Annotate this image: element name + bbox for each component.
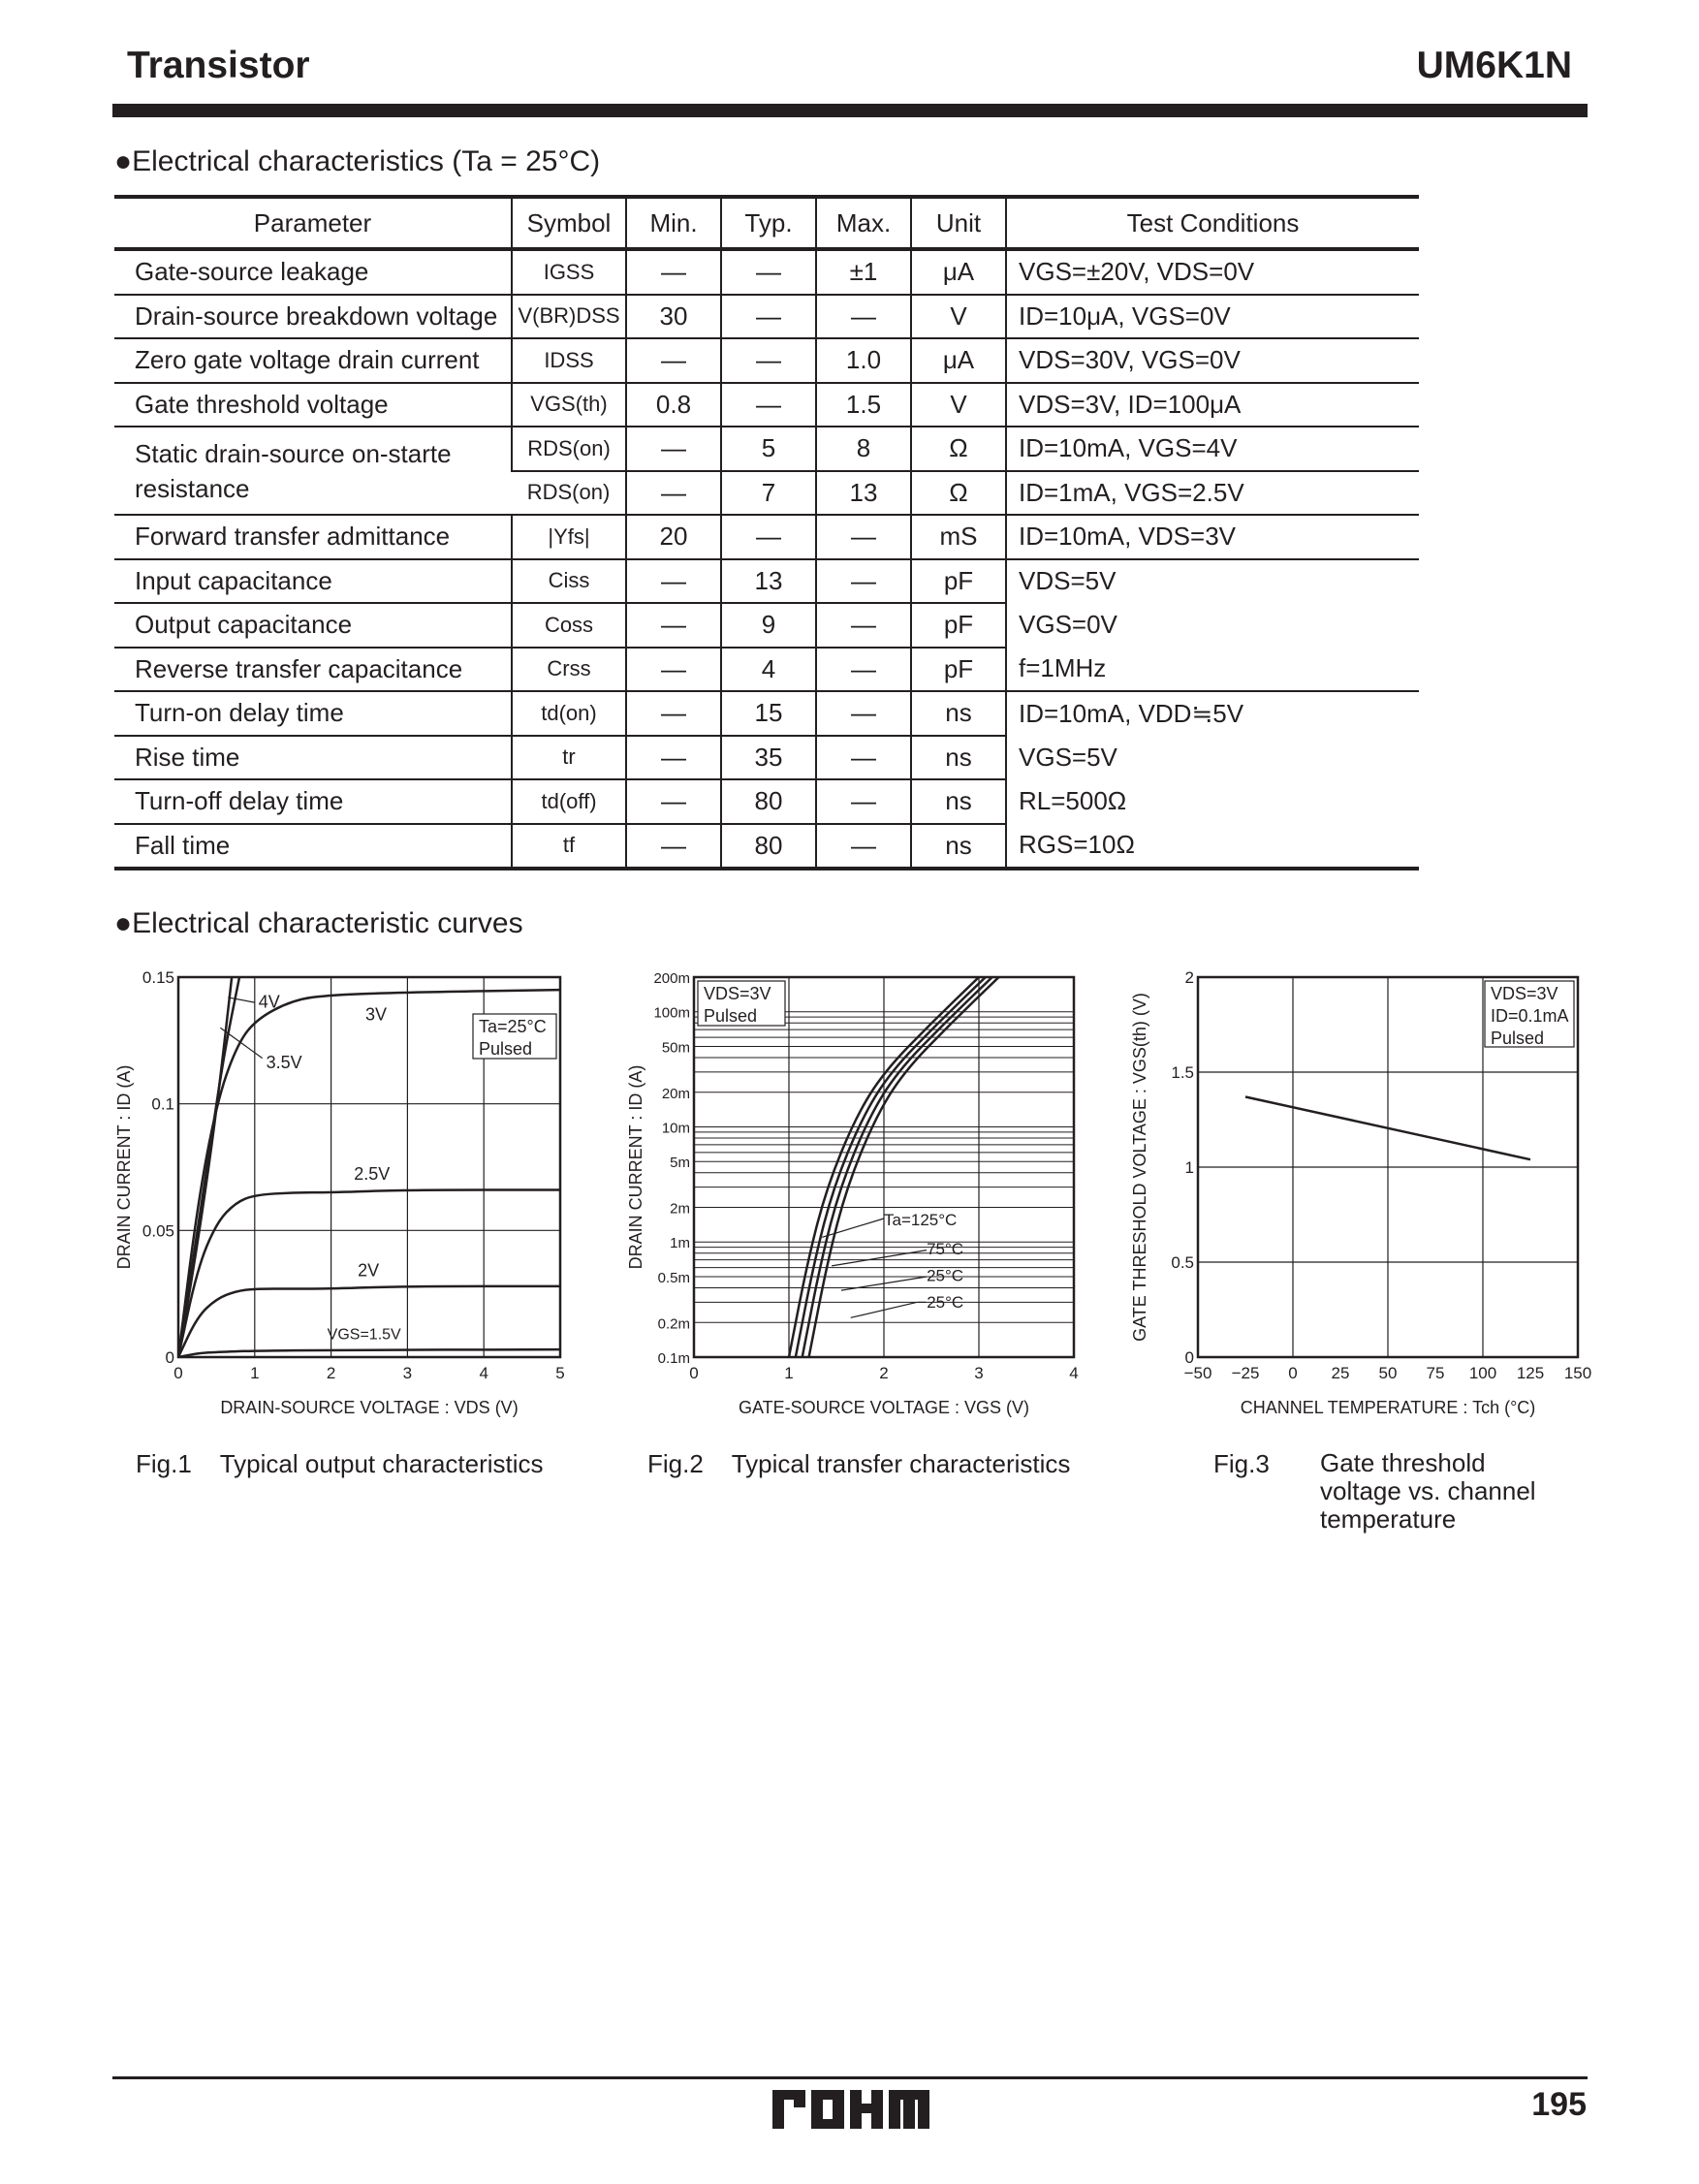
cell-typ: — [721,249,816,295]
page-number: 195 [1531,2086,1587,2123]
x-tick-label: 150 [1563,1364,1592,1382]
x-axis-label: GATE-SOURCE VOLTAGE : VGS (V) [738,1398,1030,1417]
cell-symbol: tf [512,824,626,870]
cell-min: 20 [626,515,721,559]
cell-unit: V [911,295,1006,339]
cell-symbol: VGS(th) [512,383,626,427]
y-tick-label: 0.05 [142,1221,174,1241]
table-header-row [114,197,1419,249]
legend-entry: VDS=3V [1491,984,1558,1003]
series-line [802,977,992,1357]
cell-min: — [626,824,721,870]
x-tick-label: 2 [326,1364,336,1382]
cell-symbol: |Yfs| [512,515,626,559]
cell-typ: — [721,338,816,383]
cell-typ: 13 [721,559,816,604]
cell-typ: — [721,295,816,339]
series-label: Ta=125°C [884,1210,958,1229]
series-label: 2V [358,1260,380,1281]
legend-entry: Pulsed [479,1039,533,1059]
header-part-number: UM6K1N [1416,45,1572,86]
table-row [114,427,1419,471]
cell-unit: V [911,383,1006,427]
cell-typ: 80 [721,779,816,824]
table-row [114,559,1419,604]
y-tick-label: 1 [1184,1158,1194,1177]
bullet-icon: ● [114,145,133,177]
legend-entry: Pulsed [1491,1029,1545,1048]
cell-min: — [626,471,721,516]
characteristics-table [114,195,1419,870]
y-tick-label: 0.1m [657,1350,690,1367]
x-axis-label: DRAIN-SOURCE VOLTAGE : VDS (V) [220,1398,519,1417]
y-tick-label: 0.5m [657,1269,690,1286]
cell-max: — [816,515,911,559]
leader-line [832,1250,927,1266]
y-tick-label: 2 [1184,968,1194,987]
cell-max: — [816,691,911,736]
cell-unit: ns [911,691,1006,736]
chart-threshold-vs-temperature [1124,964,1609,1429]
cell-test-conditions: ID=10mA, VDD≒5V [1006,691,1419,736]
cell-symbol: td(on) [512,691,626,736]
series-label: 3V [365,1004,388,1025]
cell-unit: pF [911,559,1006,604]
y-tick-label: 20m [661,1085,690,1102]
cell-min: — [626,559,721,604]
figure-caption-3: Gate threshold voltage vs. channel temperature [1320,1448,1536,1534]
legend-entry: ID=0.1mA [1491,1006,1569,1026]
cell-typ: 7 [721,471,816,516]
cell-test-conditions: ID=1mA, VGS=2.5V [1006,471,1419,516]
cell-min: — [626,736,721,780]
table-row [114,603,1419,648]
cell-test-conditions: RL=500Ω [1006,779,1419,824]
series-label: 75°C [927,1240,964,1259]
cell-min: — [626,249,721,295]
y-axis-label: DRAIN CURRENT : ID (A) [114,1064,134,1270]
cell-typ: — [721,515,816,559]
cell-test-conditions: VGS=5V [1006,736,1419,780]
cell-max: 13 [816,471,911,516]
cell-max: 8 [816,427,911,471]
cell-typ: 35 [721,736,816,780]
figure-caption-1: Fig.1 Typical output characteristics [136,1449,544,1478]
cell-test-conditions: VDS=3V, ID=100μA [1006,383,1419,427]
cell-parameter: Turn-off delay time [114,779,512,824]
cell-symbol: Crss [512,648,626,692]
col-header: Typ. [721,197,816,249]
series-label: 3.5V [266,1053,302,1073]
cell-parameter: Static drain-source on-starte resistance [114,427,512,515]
y-tick-label: 0.5 [1171,1253,1194,1272]
cell-typ: 15 [721,691,816,736]
table-row [114,779,1419,824]
table-row [114,249,1419,295]
cell-test-conditions: ID=10mA, VDS=3V [1006,515,1419,559]
cell-symbol: Ciss [512,559,626,604]
y-tick-label: 50m [661,1039,690,1057]
x-tick-label: 50 [1378,1364,1398,1382]
cell-test-conditions: RGS=10Ω [1006,824,1419,870]
cell-test-conditions: f=1MHz [1006,648,1419,692]
cell-parameter: Input capacitance [114,559,512,604]
cell-min: — [626,427,721,471]
series-label: 4V [258,992,280,1012]
y-tick-label: 0 [1184,1348,1194,1367]
y-tick-label: 2m [670,1200,690,1218]
cell-parameter: Output capacitance [114,603,512,648]
table-row [114,338,1419,383]
cell-typ: 9 [721,603,816,648]
cell-test-conditions: VGS=±20V, VDS=0V [1006,249,1419,295]
y-tick-label: 0.2m [657,1315,690,1333]
y-tick-label: 1m [670,1235,690,1252]
x-tick-label: 75 [1426,1364,1445,1382]
cell-max: — [816,295,911,339]
header-rule [112,104,1588,117]
table-row [114,691,1419,736]
cell-max: — [816,736,911,780]
table-row [114,648,1419,692]
x-tick-label: 1 [784,1364,794,1382]
x-tick-label: −25 [1231,1364,1260,1382]
series-label: −25°C [917,1292,964,1312]
y-tick-label: 10m [661,1120,690,1137]
x-tick-label: 0 [173,1364,183,1382]
table-row [114,736,1419,780]
col-header: Unit [911,197,1006,249]
series-label: VGS=1.5V [327,1326,401,1344]
x-tick-label: 25 [1331,1364,1350,1382]
x-tick-label: 0 [1288,1364,1298,1382]
cell-unit: μA [911,249,1006,295]
cell-max: — [816,779,911,824]
cell-parameter: Fall time [114,824,512,870]
cell-typ: 80 [721,824,816,870]
legend-entry: Pulsed [704,1006,758,1026]
cell-parameter: Forward transfer admittance [114,515,512,559]
cell-parameter: Drain-source breakdown voltage [114,295,512,339]
y-tick-label: 0.15 [142,968,174,987]
series-line [178,1286,560,1357]
cell-min: 0.8 [626,383,721,427]
x-axis-label: CHANNEL TEMPERATURE : Tch (°C) [1240,1398,1536,1417]
cell-symbol: IDSS [512,338,626,383]
x-tick-label: 1 [250,1364,260,1382]
cell-min: — [626,338,721,383]
series-label: 25°C [927,1266,964,1285]
y-tick-label: 0 [165,1348,174,1367]
footer-rule [112,2076,1588,2079]
cell-symbol: V(BR)DSS [512,295,626,339]
cell-symbol: tr [512,736,626,780]
table-row [114,383,1419,427]
cell-max: — [816,603,911,648]
cell-min: — [626,648,721,692]
x-tick-label: 2 [879,1364,889,1382]
x-tick-label: 5 [555,1364,565,1382]
cell-parameter: Rise time [114,736,512,780]
cell-typ: — [721,383,816,427]
col-header: Min. [626,197,721,249]
figure-caption-3-num: Fig.3 [1213,1449,1270,1478]
cell-test-conditions: ID=10μA, VGS=0V [1006,295,1419,339]
cell-max: — [816,648,911,692]
cell-parameter: Gate threshold voltage [114,383,512,427]
leader-line [228,997,255,1002]
cell-unit: Ω [911,427,1006,471]
x-tick-label: 4 [479,1364,488,1382]
cell-max: ±1 [816,249,911,295]
col-header: Max. [816,197,911,249]
chart-output-characteristics [109,964,583,1429]
x-tick-label: 125 [1516,1364,1545,1382]
x-tick-label: 100 [1468,1364,1497,1382]
cell-unit: Ω [911,471,1006,516]
table-row [114,515,1419,559]
rohm-logo [772,2088,929,2131]
y-axis-label: GATE THRESHOLD VOLTAGE : VGS(th) (V) [1130,993,1149,1342]
cell-typ: 5 [721,427,816,471]
cell-unit: ns [911,779,1006,824]
cell-typ: 4 [721,648,816,692]
y-tick-label: 200m [653,970,690,987]
cell-max: 1.0 [816,338,911,383]
cell-unit: mS [911,515,1006,559]
x-tick-label: 4 [1069,1364,1079,1382]
legend-entry: Ta=25°C [479,1017,547,1036]
cell-test-conditions: VDS=5V [1006,559,1419,604]
table-row [114,824,1419,870]
section-title-characteristics: ●Electrical characteristics (Ta = 25°C) [114,145,601,177]
cell-symbol: td(off) [512,779,626,824]
col-header: Test Conditions [1006,197,1419,249]
x-tick-label: 3 [402,1364,413,1382]
col-header: Symbol [512,197,626,249]
figure-caption-2: Fig.2 Typical transfer characteristics [647,1449,1071,1478]
cell-parameter: Reverse transfer capacitance [114,648,512,692]
cell-min: — [626,779,721,824]
col-header: Parameter [114,197,512,249]
x-tick-label: −50 [1183,1364,1212,1382]
y-tick-label: 100m [653,1004,690,1022]
bullet-icon: ● [114,907,133,939]
cell-parameter: Gate-source leakage [114,249,512,295]
cell-max: 1.5 [816,383,911,427]
cell-test-conditions: VDS=30V, VGS=0V [1006,338,1419,383]
cell-max: — [816,559,911,604]
cell-unit: pF [911,648,1006,692]
cell-unit: μA [911,338,1006,383]
cell-unit: ns [911,824,1006,870]
cell-test-conditions: VGS=0V [1006,603,1419,648]
cell-test-conditions: ID=10mA, VGS=4V [1006,427,1419,471]
cell-min: — [626,603,721,648]
y-tick-label: 1.5 [1171,1063,1194,1082]
cell-symbol: Coss [512,603,626,648]
x-tick-label: 0 [689,1364,699,1382]
x-tick-label: 3 [974,1364,984,1382]
cell-symbol: RDS(on) [512,471,626,516]
cell-unit: ns [911,736,1006,780]
y-tick-label: 0.1 [151,1094,174,1114]
y-tick-label: 5m [670,1155,690,1172]
cell-min: — [626,691,721,736]
section-title-curves: ●Electrical characteristic curves [114,907,523,939]
cell-unit: pF [911,603,1006,648]
chart-transfer-characteristics [620,964,1095,1429]
header-title: Transistor [127,45,310,86]
series-line [809,977,999,1357]
y-axis-label: DRAIN CURRENT : ID (A) [626,1064,645,1270]
cell-parameter: Turn-on delay time [114,691,512,736]
cell-min: 30 [626,295,721,339]
series-label: 2.5V [354,1164,391,1185]
legend-entry: VDS=3V [704,984,771,1003]
cell-max: — [816,824,911,870]
cell-parameter: Zero gate voltage drain current [114,338,512,383]
cell-symbol: IGSS [512,249,626,295]
cell-symbol: RDS(on) [512,427,626,471]
table-row [114,295,1419,339]
